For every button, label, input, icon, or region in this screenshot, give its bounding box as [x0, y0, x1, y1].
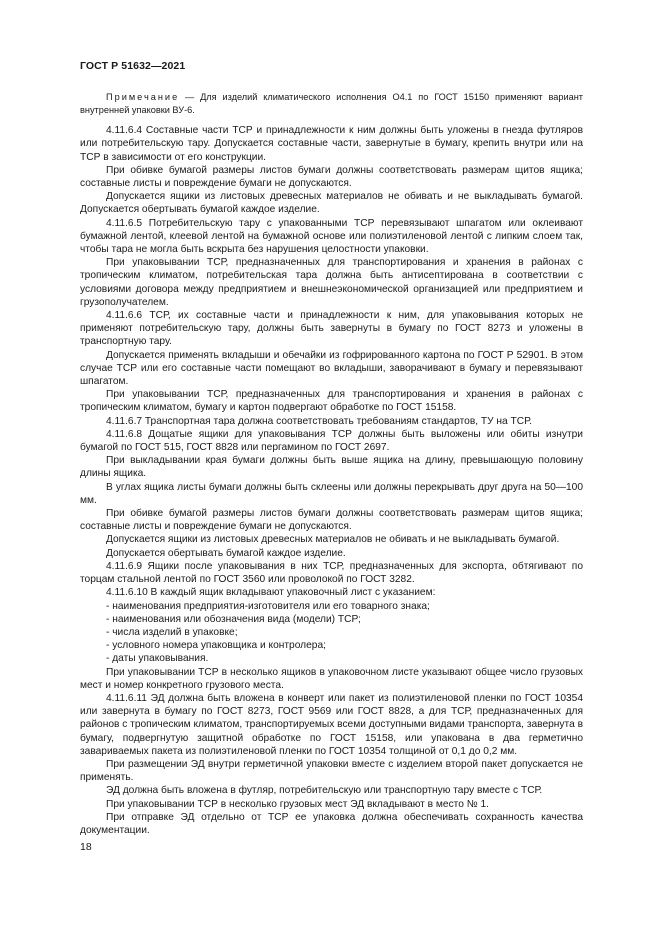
list-item: - даты упаковывания. [106, 653, 209, 665]
paragraph: При обивке бумагой размеры листов бумаги должны соответствовать размерам щитов ящика; составные листы и повреждение бумаги не допускаются. [80, 164, 583, 189]
paragraph: Допускается ящики из листовых древесных материалов не обивать и не выкладывать бумагой. Допускается обертывать бумагой каждое изделие. [80, 191, 583, 216]
paragraph: При упаковывании ТСР, предназначенных для транспортирования и хранения в районах с тропическим климатом, бумагу и картон подвергают обработке по ГОСТ 15158. [80, 389, 583, 414]
paragraph: При размещении ЭД внутри герметичной упаковки вместе с изделием второй пакет допускается не применять. [80, 758, 583, 784]
paragraph: При упаковывании ТСР, предназначенных для транспортирования и хранения в районах с тропическим климатом, потребительская тара должна быть антисептирована в соответствии с условиями договора между предприятием и внешнеэкономической организацией или предприятием и грузополучателем. [80, 257, 583, 308]
list-item: - наименования предприятия-изготовителя или его товарного знака; [106, 600, 430, 612]
document-body [80, 91, 583, 837]
paragraph-4-11-6-9: 4.11.6.9 Ящики после упаковывания в них ТСР, предназначенных для экспорта, обтягивают по торцам стальной лентой по ГОСТ 3560 или проволокой по ГОСТ 3282. [80, 560, 583, 586]
note-label: Примечание [106, 92, 180, 102]
paragraph: Допускается обертывать бумагой каждое изделие. [106, 547, 346, 559]
paragraph-4-11-6-6: 4.11.6.6 ТСР, их составные части и принадлежности к ним, для упаковывания которых не применяют потребительскую тару, должны быть завернуты в бумагу по ГОСТ 8273 и уложены в транспортную тару. [80, 310, 583, 348]
paragraph: Допускается применять вкладыши и обечайки из гофрированного картона по ГОСТ Р 52901. В этом случае ТСР или его составные части помещают во вкладыши, заворачивают в бумагу и перевязывают шпагатом. [80, 349, 583, 388]
note-paragraph [80, 91, 583, 116]
paragraph-4-11-6-11: 4.11.6.11 ЭД должна быть вложена в конверт или пакет из полиэтиленовой пленки по ГОСТ 10354 или завернута в бумагу по ГОСТ 8273, ГОСТ 9569 или ГОСТ 8828, а для ТСР, предназначенных для районов с тропическим климатом, транспортируемых всеми доступными видами транспорта, завернута в бумагу, подвергнутую защитной обработке по ГОСТ 15158, или упакована в два герметично завариваемых пакета из полиэтиленовой пленки по ГОСТ 10354 толщиной от 0,1 до 0,2 мм. [80, 692, 583, 757]
paragraph: При обивке бумагой размеры листов бумаги должны соответствовать размерам щитов ящика; составные листы и повреждение бумаги не допускаются. [80, 508, 583, 533]
paragraph-4-11-6-8: 4.11.6.8 Дощатые ящики для упаковывания ТСР должны быть выложены или обиты изнутри бумагой по ГОСТ 515, ГОСТ 8828 или пергамином по ГОСТ 2697. [80, 428, 583, 454]
note-text: — Для изделий климатического исполнения О4.1 по ГОСТ 15150 применяют вариант внутренней упаковки ВУ-6. [80, 92, 583, 115]
paragraph-4-11-6-4: 4.11.6.4 Составные части ТСР и принадлежности к ним должны быть уложены в гнезда футляров или потребительскую тару. Допускается составные части, завернутые в бумагу, крепить внутри или на ТСР в зависимости от его конструкции. [80, 125, 583, 163]
paragraph: В углах ящика листы бумаги должны быть склеены или должны перекрывать друг друга на 50—100 мм. [80, 481, 583, 506]
paragraph: При отправке ЭД отдельно от ТСР ее упаковка должна обеспечивать сохранность качества документации. [80, 811, 583, 836]
paragraph: ЭД должна быть вложена в футляр, потребительскую или транспортную тару вместе с ТСР. [106, 785, 543, 797]
list-item: - условного номера упаковщика и контролера; [106, 640, 326, 652]
paragraph: Допускается ящики из листовых древесных материалов не обивать и не выкладывать бумагой. [106, 534, 560, 546]
paragraph-4-11-6-5: 4.11.6.5 Потребительскую тару с упакованными ТСР перевязывают шпагатом или оклеивают бумажной лентой, клеевой лентой на бумажной основе или полиэтиленовой лентой с липким слоем так, чтобы тара не могла быть вскрыта без нарушения целостности упаковки. [80, 217, 583, 256]
document-code-header: ГОСТ Р 51632—2021 [80, 60, 186, 72]
list-item: - числа изделий в упаковке; [106, 626, 238, 638]
paragraph: При упаковывании ТСР в несколько грузовых мест ЭД вкладывают в место № 1. [106, 798, 489, 810]
paragraph: При упаковывании ТСР в несколько ящиков в упаковочном листе указывают общее число грузовых мест и номер конкретного грузового места. [80, 666, 583, 691]
paragraph-4-11-6-10: 4.11.6.10 В каждый ящик вкладывают упаковочный лист с указанием: [106, 587, 436, 599]
paragraph-4-11-6-7: 4.11.6.7 Транспортная тара должна соответствовать требованиям стандартов, ТУ на ТСР. [106, 415, 532, 427]
paragraph: При выкладывании края бумаги должны быть выше ящика на длину, превышающую половину длины ящика. [80, 455, 583, 480]
page-number: 18 [80, 841, 92, 853]
list-item: - наименования или обозначения вида (модели) ТСР; [106, 613, 361, 625]
